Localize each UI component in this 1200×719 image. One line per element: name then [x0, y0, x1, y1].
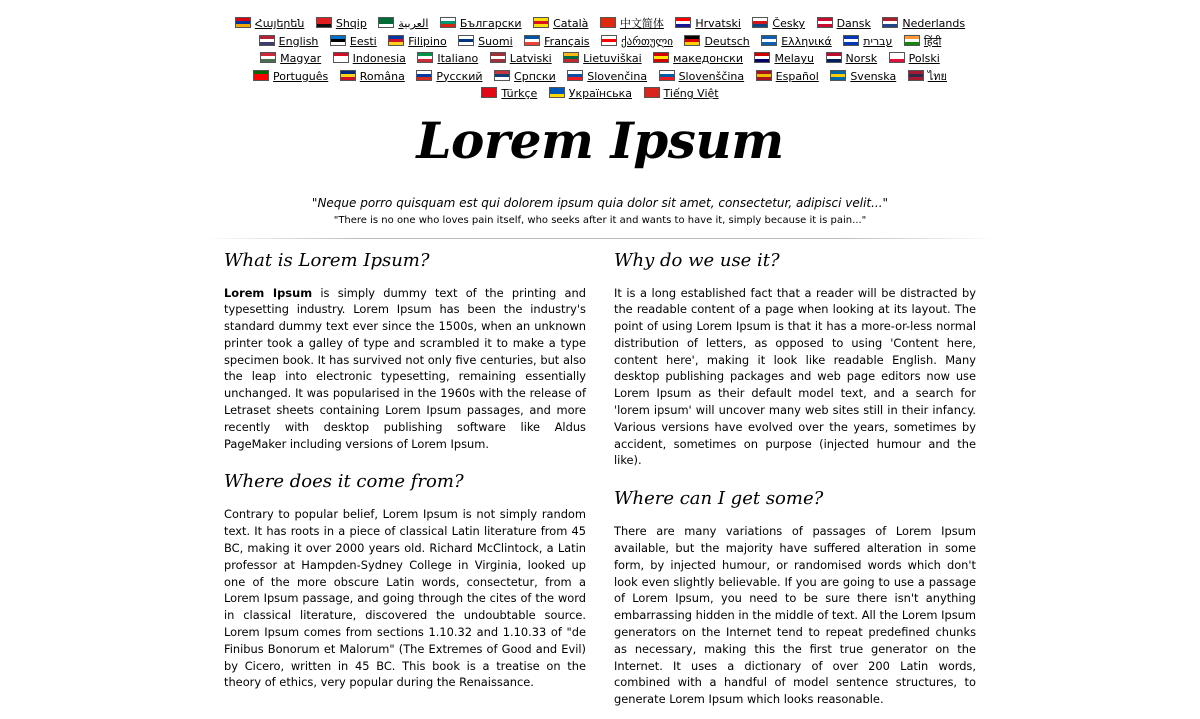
language-label: македонски	[673, 52, 743, 65]
language-link[interactable]	[826, 50, 878, 68]
language-label: Ελληνικά	[781, 35, 832, 48]
language-label: English	[279, 35, 319, 48]
section-what-is	[224, 249, 586, 453]
section-heading: What is Lorem Ipsum?	[224, 249, 586, 273]
language-label: Slovenčina	[587, 70, 647, 83]
language-link[interactable]	[600, 15, 664, 33]
language-label: Pусский	[436, 70, 482, 83]
section-body: Contrary to popular belief, Lorem Ipsum is not simply random text. It has roots in a piece of classical Latin literature from 45 BC, making it over 2000 years old. Richard McClintock, a Latin professor at Hampden-Sydney College in Virginia, looked up one of the more obscure Latin words, consectetur, from a Lorem Ipsum passage, and going through the cites of the word in classical literature, discovered the undoubtable source. Lorem Ipsum comes from sections 1.10.32 and 1.10.33 of "de Finibus Bonorum et Malorum" (The Extremes of Good and Evil) by Cicero, written in 45 BC. This book is a treatise on the theory of ethics, very popular during the Renaissance.	[224, 506, 586, 691]
flag-icon	[253, 70, 269, 81]
language-link[interactable]	[235, 15, 304, 33]
language-link[interactable]	[388, 33, 446, 51]
language-label: Български	[460, 17, 522, 30]
language-label: Slovenščina	[679, 70, 745, 83]
flag-icon	[333, 52, 349, 63]
language-link[interactable]	[494, 68, 556, 86]
language-link[interactable]	[843, 33, 892, 51]
flag-icon	[388, 35, 404, 46]
section-where-from	[224, 470, 586, 691]
flag-icon	[904, 35, 920, 46]
language-label: Filipino	[408, 35, 446, 48]
language-link[interactable]	[330, 33, 377, 51]
english-quote: "There is no one who loves pain itself, who seeks after it and wants to have it, simply because it is pain..."	[0, 214, 1200, 228]
flag-icon	[549, 87, 565, 98]
section-body: It is a long established fact that a reader will be distracted by the readable content of a page when looking at its layout. The point of using Lorem Ipsum is that it has a more-or-less normal distribution of letters, as opposed to using 'Content here, content here', making it look like readable English. Many desktop publishing packages and web page editors now use Lorem Ipsum as their default model text, and a search for 'lorem ipsum' will uncover many web sites still in their infancy. Various versions have evolved over the years, sometimes by accident, sometimes on purpose (injected humour and the like).	[614, 285, 976, 470]
flag-icon	[330, 35, 346, 46]
language-link[interactable]	[684, 33, 749, 51]
language-label: العربية	[398, 17, 428, 30]
language-label: עברית	[863, 35, 892, 48]
bold-term: Lorem Ipsum	[224, 286, 312, 300]
flag-icon	[440, 17, 456, 28]
language-link[interactable]	[752, 15, 805, 33]
language-link[interactable]	[817, 15, 871, 33]
flag-icon	[416, 70, 432, 81]
flag-icon	[843, 35, 859, 46]
flag-icon	[567, 70, 583, 81]
flag-icon	[417, 52, 433, 63]
flag-icon	[563, 52, 579, 63]
language-link[interactable]	[253, 68, 328, 86]
section-heading: Where can I get some?	[614, 487, 976, 511]
flag-icon	[458, 35, 474, 46]
section-body	[224, 285, 586, 453]
language-link[interactable]	[567, 68, 647, 86]
flag-icon	[761, 35, 777, 46]
flag-icon	[235, 17, 251, 28]
language-label: Melayu	[774, 52, 814, 65]
page-title: Lorem Ipsum	[0, 111, 1200, 171]
language-link[interactable]	[675, 15, 741, 33]
language-label: Shqip	[336, 17, 367, 30]
language-label: Հայերեն	[255, 17, 304, 30]
language-link[interactable]	[756, 68, 819, 86]
section-body: There are many variations of passages of Lorem Ipsum available, but the majority have suffered alteration in some form, by injected humour, or randomised words which don't look even slightly believable. If you are going to use a passage of Lorem Ipsum, you need to be sure there isn't anything embarrassing hidden in the middle of text. All the Lorem Ipsum generators on the Internet tend to repeat predefined chunks as necessary, making this the first true generator on the Internet. It uses a dictionary of over 200 Latin words, combined with a handful of model sentence structures, to generate Lorem Ipsum which looks reasonable.	[614, 523, 976, 708]
flag-icon	[675, 17, 691, 28]
language-label: Türkçe	[501, 87, 537, 100]
language-label: Nederlands	[902, 17, 965, 30]
language-link[interactable]	[904, 33, 941, 51]
language-label: Magyar	[280, 52, 321, 65]
language-label: ไทย	[928, 70, 947, 83]
language-link[interactable]	[533, 15, 588, 33]
language-label: Lietuviškai	[583, 52, 642, 65]
flag-icon	[644, 87, 660, 98]
language-link[interactable]	[644, 85, 719, 103]
section-heading: Where does it come from?	[224, 470, 586, 494]
section-heading: Why do we use it?	[614, 249, 976, 273]
flag-icon	[340, 70, 356, 81]
language-link[interactable]	[481, 85, 537, 103]
flag-icon	[830, 70, 846, 81]
flag-icon	[908, 70, 924, 81]
flag-icon	[826, 52, 842, 63]
language-label: ქართული	[621, 35, 673, 48]
flag-icon	[260, 52, 276, 63]
flag-icon	[882, 17, 898, 28]
language-link[interactable]	[378, 15, 428, 33]
language-link[interactable]	[761, 33, 832, 51]
flag-icon	[490, 52, 506, 63]
flag-icon	[259, 35, 275, 46]
language-link[interactable]	[333, 50, 406, 68]
language-link[interactable]	[563, 50, 642, 68]
language-selector	[220, 0, 980, 103]
language-link[interactable]	[653, 50, 743, 68]
flag-icon	[754, 52, 770, 63]
language-link[interactable]	[524, 33, 589, 51]
language-label: Indonesia	[353, 52, 406, 65]
flag-icon	[889, 52, 905, 63]
language-link[interactable]	[440, 15, 522, 33]
flag-icon	[659, 70, 675, 81]
language-label: Česky	[772, 17, 805, 30]
flag-icon	[684, 35, 700, 46]
language-label: Español	[776, 70, 819, 83]
language-label: Српски	[514, 70, 556, 83]
language-link[interactable]	[260, 50, 321, 68]
language-link[interactable]	[659, 68, 745, 86]
language-label: Norsk	[846, 52, 878, 65]
language-link[interactable]	[259, 33, 319, 51]
language-link[interactable]	[601, 33, 673, 51]
flag-icon	[533, 17, 549, 28]
language-link[interactable]	[490, 50, 552, 68]
language-link[interactable]	[754, 50, 814, 68]
flag-icon	[752, 17, 768, 28]
language-link[interactable]	[316, 15, 367, 33]
flag-icon	[378, 17, 394, 28]
language-label: Italiano	[437, 52, 478, 65]
flag-icon	[600, 17, 616, 28]
language-label: Latviski	[510, 52, 552, 65]
language-link[interactable]	[417, 50, 478, 68]
language-label: Hrvatski	[695, 17, 741, 30]
language-link[interactable]	[830, 68, 896, 86]
language-link[interactable]	[416, 68, 482, 86]
language-label: Català	[553, 17, 588, 30]
language-label: Français	[544, 35, 589, 48]
section-text: is simply dummy text of the printing and typesetting industry. Lorem Ipsum has been the industry's standard dummy text ever since the 1500s, when an unknown printer took a galley of type and scrambled it to make a type specimen book. It has survived not only five centuries, but also the leap into electronic typesetting, remaining essentially unchanged. It was popularised in the 1960s with the release of Letraset sheets containing Lorem Ipsum passages, and more recently with desktop publishing software like Aldus PageMaker including versions of Lorem Ipsum.	[224, 286, 586, 451]
section-why	[614, 249, 976, 470]
language-label: Dansk	[837, 17, 871, 30]
language-label: Português	[273, 70, 328, 83]
flag-icon	[494, 70, 510, 81]
flag-icon	[653, 52, 669, 63]
flag-icon	[524, 35, 540, 46]
language-link[interactable]	[340, 68, 405, 86]
language-label: Suomi	[478, 35, 512, 48]
flag-icon	[481, 87, 497, 98]
language-label: Româna	[360, 70, 405, 83]
language-label: 中文简体	[620, 17, 664, 30]
language-label: Українська	[569, 87, 632, 100]
right-column	[614, 239, 976, 719]
left-column	[224, 239, 586, 719]
section-where-get	[614, 487, 976, 708]
language-label: Eesti	[350, 35, 377, 48]
language-label: Deutsch	[704, 35, 749, 48]
language-link[interactable]	[549, 85, 632, 103]
flag-icon	[601, 35, 617, 46]
latin-quote: "Neque porro quisquam est qui dolorem ipsum quia dolor sit amet, consectetur, adipisci velit..."	[0, 195, 1200, 211]
language-link[interactable]	[889, 50, 940, 68]
flag-icon	[817, 17, 833, 28]
language-link[interactable]	[458, 33, 512, 51]
language-label: Tiếng Việt	[664, 87, 719, 100]
language-label: हिंदी	[924, 35, 941, 48]
language-label: Svenska	[850, 70, 896, 83]
main-content	[224, 239, 976, 719]
flag-icon	[316, 17, 332, 28]
language-link[interactable]	[882, 15, 965, 33]
flag-icon	[756, 70, 772, 81]
language-label: Polski	[909, 52, 940, 65]
language-link[interactable]	[908, 68, 947, 86]
